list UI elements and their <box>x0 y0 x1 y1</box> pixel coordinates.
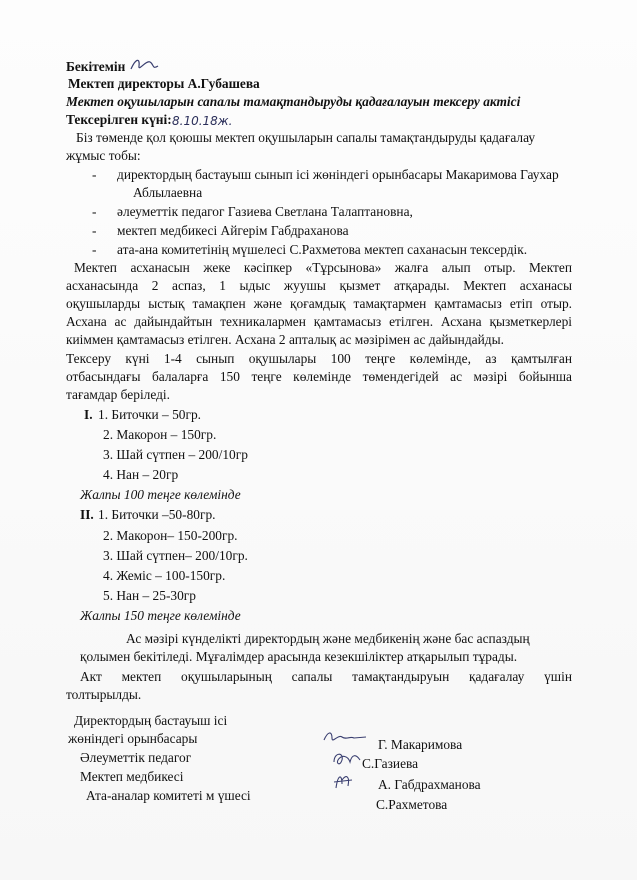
menu-item: 5. Нан – 25-30гр <box>103 588 196 603</box>
paragraph-line: қолымен бекітіледі. Мұғалімдер арасында кезекшіліктер атқарылып тұрады. <box>80 649 518 664</box>
bullet-dash: - <box>92 242 97 257</box>
member-item: әлеуметтік педагог Газиева Светлана Талаптановна, <box>117 204 413 219</box>
paragraph-line: киіммен қамтамасыз етілген. Асхана 2 апталық ас мәзірімен ас дайындайды. <box>66 332 504 347</box>
handwritten-signature <box>330 770 356 792</box>
member-item: мектеп медбикесі Айгерім Габдраханова <box>117 223 349 238</box>
menu-item: 3. Шай сүтпен– 200/10гр. <box>103 548 248 563</box>
menu-item: 2. Макорон– 150-200гр. <box>103 528 238 543</box>
paragraph-line: Асхана ас дайындайтын техникалармен қамтамасыз етілген. Асхана қызметкерлері <box>66 314 572 329</box>
bullet-dash: - <box>92 223 97 238</box>
intro-line: Біз төменде қол қоюшы мектеп оқушыларын сапалы тамақтандыруды қадағалау <box>76 130 536 145</box>
paragraph-line: Мектеп асханасын жеке кәсіпкер «Тұрсынова» жалға алып отыр. Мектеп <box>74 260 572 275</box>
signature-role: Ата-аналар комитеті м үшесі <box>86 788 251 803</box>
member-item: директордың бастауыш сынып ісі жөніндегі орынбасары Макаримова Гаухар <box>117 167 559 182</box>
approved-label: Бекітемін <box>66 59 126 74</box>
signature-role: Директордың бастауыш ісі <box>74 713 228 728</box>
director-line: Мектеп директоры А.Губашева <box>68 76 260 91</box>
menu-item: 2. Макорон – 150гр. <box>103 427 217 442</box>
signature-role: Мектеп медбикесі <box>80 769 184 784</box>
menu-numeral: I. <box>84 407 93 422</box>
member-item-cont: Аблылаевна <box>133 185 203 200</box>
date-handwritten: 8.10.18ж. <box>172 114 233 128</box>
signature-name: С.Газиева <box>362 756 419 771</box>
member-item: ата-ана комитетінің мүшелесі С.Рахметова мектеп саханасын тексердік. <box>117 242 528 257</box>
document-title: Мектеп оқушыларын сапалы тамақтандыруды қадағалауын тексеру актісі <box>66 94 521 109</box>
paragraph-line: Ас мәзірі күнделікті директордың және медбикенің және бас аспаздың <box>126 631 530 646</box>
paragraph-line: асханасында 2 аспаз, 1 ыдыс жуушы қызмет атқарады. Мектеп асханасы <box>66 278 572 293</box>
menu-item: 4. Жеміс – 100-150гр. <box>103 568 226 583</box>
paragraph-line: Тексеру күні 1-4 сынып оқушылары 100 теңге көлемінде, аз қамтылған <box>66 351 572 366</box>
handwritten-signature <box>322 728 368 748</box>
menu-item: 3. Шай сүтпен – 200/10гр <box>103 447 248 462</box>
menu-numeral: II. <box>80 507 94 522</box>
director-signature <box>128 54 162 76</box>
handwritten-signature <box>330 748 364 770</box>
bullet-dash: - <box>92 167 97 182</box>
signature-role: Әлеуметтік педагог <box>80 750 192 765</box>
signature-name: Г. Макаримова <box>378 737 463 752</box>
signature-name: А. Габдрахманова <box>378 777 481 792</box>
paragraph-line: Акт мектеп оқушыларының сапалы тамақтандыруын қадағалау үшін <box>80 669 572 684</box>
paragraph-line: оқушыларды ыстық тамақпен және қоғамдық тамақтармен қамтамасыз етіп отыр. <box>66 296 572 311</box>
paragraph-line: отбасындағы балаларға 150 теңге көлемінде төмендегідей ас мәзірі бойынша <box>66 369 572 384</box>
menu-item: 1. Биточки –50-80гр. <box>98 507 216 522</box>
paragraph-line: тағамдар беріледі. <box>66 387 170 402</box>
signature-name: С.Рахметова <box>376 797 448 812</box>
bullet-dash: - <box>92 204 97 219</box>
menu-item: 4. Нан – 20гр <box>103 467 179 482</box>
menu-total: Жалпы 100 теңге көлемінде <box>80 487 241 502</box>
date-label: Тексерілген күні: <box>66 112 172 127</box>
paragraph-line: толтырылды. <box>66 687 142 702</box>
signature-role: жөніндегі орынбасары <box>68 731 198 746</box>
menu-total: Жалпы 150 теңге көлемінде <box>80 608 241 623</box>
intro-line: жұмыс тобы: <box>66 148 141 163</box>
menu-item: 1. Биточки – 50гр. <box>98 407 201 422</box>
